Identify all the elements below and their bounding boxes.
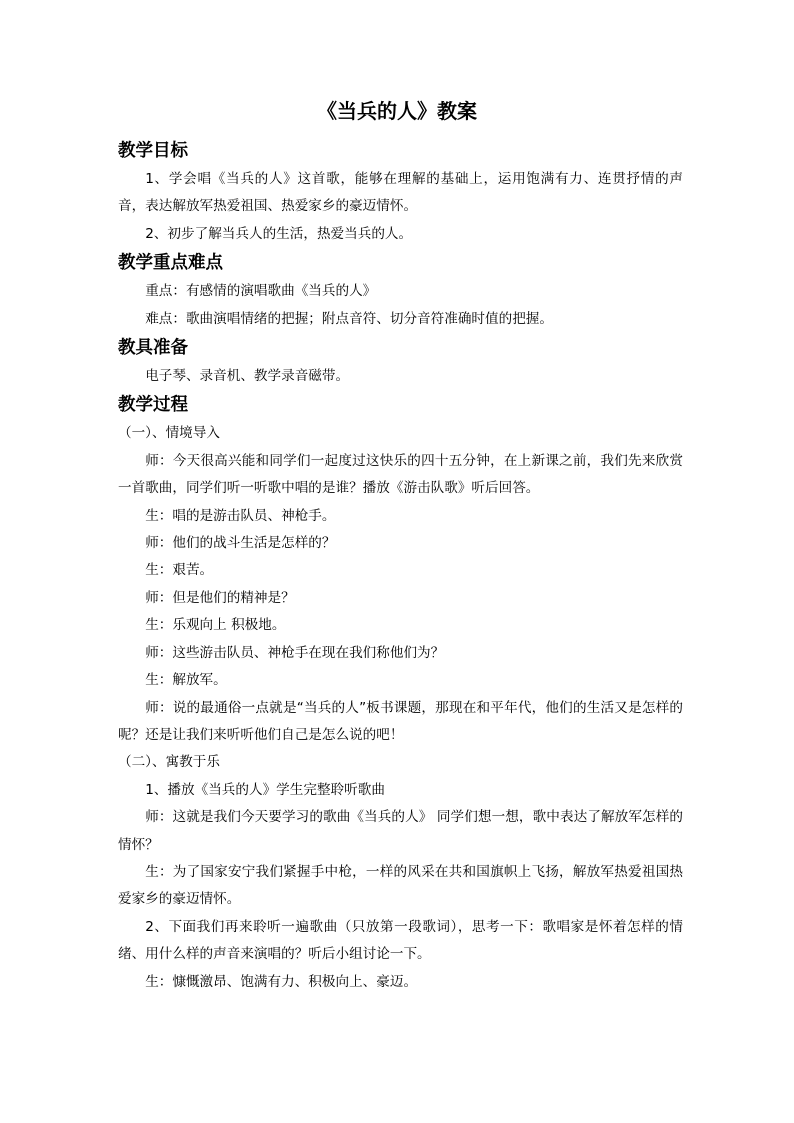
dialogue-line: 师：今天很高兴能和同学们一起度过这快乐的四十五分钟，在上新课之前，我们先来欣赏一首歌曲，同学们听一听歌中唱的是谁？播放《游击队歌》听后回答。 <box>118 452 683 497</box>
heading-goals: 教学目标 <box>118 141 188 161</box>
key-point: 重点：有感情的演唱歌曲《当兵的人》 <box>145 283 377 300</box>
activity-line: 1、播放《当兵的人》学生完整聆听歌曲 <box>145 781 385 798</box>
dialogue-line: 师：但是他们的精神是？ <box>145 589 295 606</box>
tools-list: 电子琴、录音机、教学录音磁带。 <box>145 368 350 385</box>
dialogue-line: 生：乐观向上 积极地。 <box>145 617 286 634</box>
dialogue-line: 师：他们的战斗生活是怎样的？ <box>145 535 336 552</box>
page-title: 《当兵的人》教案 <box>317 99 477 123</box>
dialogue-line: 师：这就是我们今天要学习的歌曲《当兵的人》 同学们想一想，歌中表达了解放军怎样的情怀？ <box>118 809 683 853</box>
subsection-2-title: （二）、寓教于乐 <box>118 754 220 771</box>
heading-process: 教学过程 <box>118 395 188 416</box>
goal-item-2: 2、初步了解当兵人的生活，热爱当兵的人。 <box>145 225 413 242</box>
heading-key-points: 教学重点难点 <box>118 253 223 274</box>
goal-item-1: 1、学会唱《当兵的人》这首歌，能够在理解的基础上，运用饱满有力、连贯抒情的声音，表达解放军热爱祖国、热爱家乡的豪迈情怀。 <box>118 171 683 215</box>
heading-tools: 教具准备 <box>118 338 188 359</box>
dialogue-line: 师：说的最通俗一点就是“当兵的人”板书课题，那现在和平年代，他们的生活又是怎样的呢？还是让我们来听听他们自己是怎么说的吧！ <box>118 699 683 743</box>
dialogue-line: 生：慷慨激昂、饱满有力、积极向上、豪迈。 <box>145 973 418 990</box>
dialogue-line: 生：为了国家安宁我们紧握手中枪，一样的风采在共和国旗帜上飞扬，解放军热爱祖国热爱家乡的豪迈情怀。 <box>118 863 683 908</box>
activity-line: 2、下面我们再来聆听一遍歌曲（只放第一段歌词），思考一下：歌唱家是怀着怎样的情绪、用什么样的声音来演唱的？听后小组讨论一下。 <box>118 918 683 963</box>
dialogue-line: 生：唱的是游击队员、神枪手。 <box>145 507 336 524</box>
document-body <box>118 136 683 996</box>
subsection-1-title: （一）、情境导入 <box>118 425 220 442</box>
difficult-point: 难点：歌曲演唱情绪的把握；附点音符、切分音符准确时值的把握。 <box>145 310 553 327</box>
dialogue-line: 师：这些游击队员、神枪手在现在我们称他们为？ <box>145 644 445 661</box>
dialogue-line: 生：艰苦。 <box>145 562 214 579</box>
dialogue-line: 生：解放军。 <box>145 672 227 689</box>
